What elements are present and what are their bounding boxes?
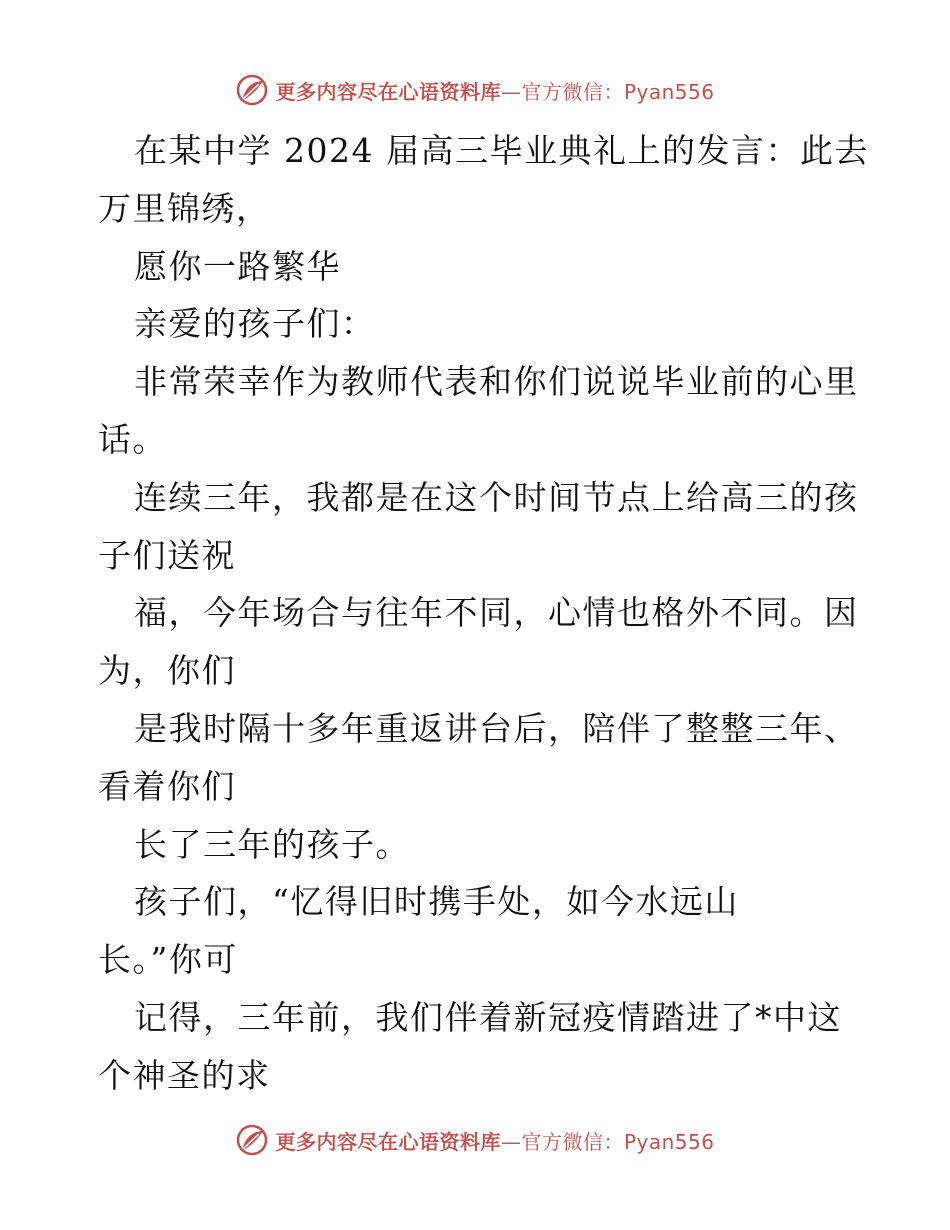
- header-wechat: 官方微信：Pyan556: [521, 79, 715, 104]
- body-line: 长。”你可: [98, 940, 238, 980]
- body-line: 非常荣幸作为教师代表和你们说说毕业前的心里: [134, 362, 859, 402]
- body-line: 愿你一路繁华: [134, 246, 341, 286]
- body-line: 万里锦绣，: [98, 188, 271, 228]
- body-line: 是我时隔十多年重返讲台后，陪伴了整整三年、: [134, 708, 859, 748]
- footer-site-name: 更多内容尽在心语资料库: [275, 1129, 501, 1154]
- footer-banner: [0, 1120, 950, 1160]
- body-line: 孩子们，“忆得旧时携手处，如今水远山: [134, 882, 739, 922]
- body-line: 亲爱的孩子们：: [134, 304, 376, 344]
- header-banner-text: [275, 76, 714, 105]
- body-line: 在某中学 2024 届高三毕业典礼上的发言：此去: [134, 131, 869, 170]
- body-line: 长了三年的孩子。: [134, 824, 410, 864]
- body-line: 个神圣的求: [98, 1055, 271, 1095]
- footer-separator: —: [500, 1129, 522, 1154]
- footer-banner-text: [275, 1126, 714, 1155]
- body-line: 子们送祝: [98, 535, 236, 575]
- header-banner: [0, 70, 950, 110]
- body-line: 连续三年，我都是在这个时间节点上给高三的孩: [134, 477, 859, 517]
- document-body: [98, 122, 869, 1105]
- body-line: 记得，三年前，我们伴着新冠疫情踏进了*中这: [134, 997, 842, 1037]
- header-site-name: 更多内容尽在心语资料库: [275, 79, 501, 104]
- footer-wechat: 官方微信：Pyan556: [521, 1129, 715, 1154]
- body-line: 看着你们: [98, 766, 236, 806]
- body-line: 福，今年场合与往年不同，心情也格外不同。因: [134, 593, 859, 633]
- body-line: 为，你们: [98, 651, 236, 691]
- red-leaf-logo-icon: [235, 1123, 269, 1157]
- header-separator: —: [500, 79, 522, 104]
- body-line: 话。: [98, 419, 167, 459]
- red-leaf-logo-icon: [235, 73, 269, 107]
